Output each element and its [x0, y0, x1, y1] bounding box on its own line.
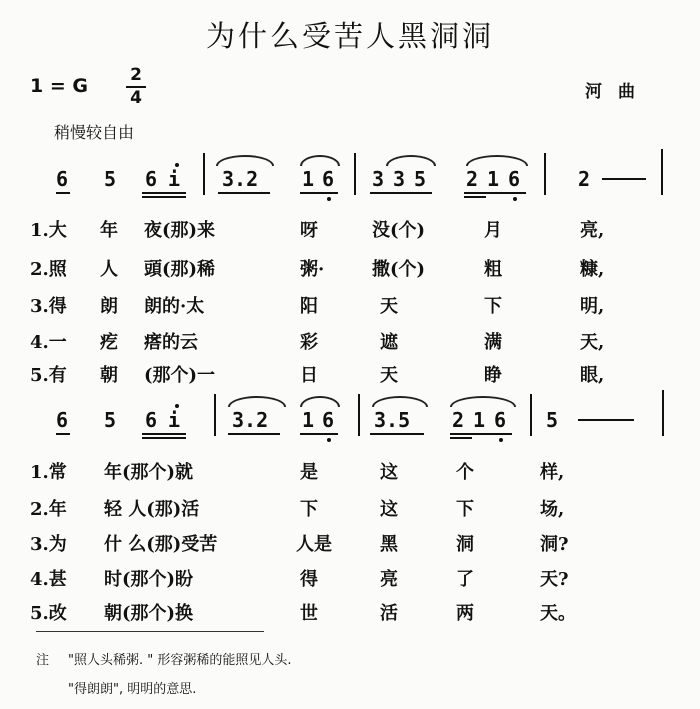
- note: i: [168, 167, 181, 191]
- note: 1: [302, 408, 315, 432]
- lyric: 两: [456, 603, 474, 624]
- lyric: 日: [300, 365, 318, 386]
- lyric: 亮,: [580, 220, 605, 241]
- high-dot: [175, 163, 179, 167]
- underline: [450, 433, 512, 435]
- lyric: 人: [100, 259, 118, 280]
- underline: [142, 433, 186, 435]
- lyric: 朗的·太: [144, 296, 205, 317]
- lyric: 天。: [540, 603, 576, 624]
- song-origin: 河曲: [585, 82, 651, 102]
- underline: [142, 192, 186, 194]
- lyric-row: [0, 495, 700, 525]
- tempo-marking: 稍慢较自由: [54, 123, 135, 142]
- lyric: 个: [456, 462, 474, 483]
- low-dot: [513, 197, 517, 201]
- meter-bottom: 4: [130, 88, 142, 108]
- underline: [218, 192, 270, 194]
- time-signature: [126, 66, 146, 108]
- slur: [300, 155, 340, 166]
- lyric: 黑: [380, 534, 398, 555]
- lyric: 撒(个): [372, 259, 426, 280]
- lyric-row: [0, 599, 700, 629]
- lyric: 月: [484, 220, 502, 241]
- barline: [354, 153, 356, 195]
- slur: [450, 396, 516, 407]
- underline: [450, 437, 472, 439]
- lyric: 瘩的云: [144, 332, 198, 353]
- footnote-2: "得朗朗", 明明的意思.: [68, 682, 197, 697]
- lyric: 亮: [380, 569, 398, 590]
- sustain-dash: [578, 419, 634, 421]
- note: i: [168, 408, 181, 432]
- low-dot: [327, 197, 331, 201]
- lyric: 天,: [580, 332, 605, 353]
- meter-top: 2: [130, 65, 142, 85]
- lyric: 眼,: [580, 365, 605, 386]
- note: 5: [546, 408, 559, 432]
- notation-line-1: [0, 145, 700, 205]
- lyric: 朝(那个)换: [104, 603, 194, 624]
- note: 5: [104, 167, 117, 191]
- barline: [661, 149, 663, 195]
- lyric: 2.年: [30, 499, 67, 520]
- note: 5: [104, 408, 117, 432]
- low-dot: [327, 438, 331, 442]
- lyric: 年: [100, 220, 118, 241]
- underline: [464, 192, 526, 194]
- note: 2: [466, 167, 479, 191]
- lyric: 頭(那)稀: [144, 259, 216, 280]
- lyric: 天: [380, 365, 398, 386]
- low-dot: [499, 438, 503, 442]
- lyric: 洞: [456, 534, 474, 555]
- lyric: (那个)一: [144, 365, 216, 386]
- note: 5: [414, 167, 427, 191]
- underline: [300, 192, 338, 194]
- barline: [544, 153, 546, 195]
- lyric: 下: [300, 499, 318, 520]
- note: 6: [322, 167, 335, 191]
- song-title: 为什么受苦人黑洞洞: [205, 19, 494, 53]
- note: 6: [56, 167, 69, 191]
- footnote-1: "照人头稀粥. " 形容粥稀的能照见人头.: [68, 653, 292, 668]
- lyric: 下: [456, 499, 474, 520]
- lyric: 是: [300, 462, 318, 483]
- key-signature: 1 = G: [30, 75, 88, 97]
- lyric-row: [0, 292, 700, 322]
- lyric: 5.改: [30, 603, 67, 624]
- lyric: 下: [484, 296, 502, 317]
- note: 6: [56, 408, 69, 432]
- lyric: 1.大: [30, 220, 67, 241]
- lyric: 这: [380, 462, 398, 483]
- lyric: 什 么(那)受苦: [104, 534, 218, 555]
- note: 3: [393, 167, 406, 191]
- lyric: 2.照: [30, 259, 67, 280]
- lyric: 年(那个)就: [104, 462, 194, 483]
- underline: [370, 433, 424, 435]
- lyric: 满: [484, 332, 502, 353]
- note: 1: [487, 167, 500, 191]
- lyric: 得: [300, 569, 318, 590]
- lyric: 洞?: [540, 534, 569, 555]
- lyric: 呀: [300, 220, 318, 241]
- lyric: 天?: [540, 569, 569, 590]
- lyric-row: [0, 565, 700, 595]
- lyric: 粥·: [300, 259, 325, 280]
- lyric: 场,: [540, 499, 565, 520]
- note: 6: [145, 408, 158, 432]
- lyric: 没(个): [372, 220, 426, 241]
- lyric: 阳: [300, 296, 318, 317]
- footnote-label: 注: [36, 653, 50, 668]
- footnote-divider: [36, 631, 264, 632]
- lyric: 疙: [100, 332, 118, 353]
- lyric: 彩: [300, 332, 318, 353]
- note: 3.5: [374, 408, 411, 432]
- slur: [372, 396, 428, 407]
- lyric-row: [0, 255, 700, 285]
- barline: [203, 153, 205, 195]
- note: 1: [473, 408, 486, 432]
- slur: [466, 155, 528, 166]
- note: 6: [145, 167, 158, 191]
- lyric: 1.常: [30, 462, 67, 483]
- note: 6: [508, 167, 521, 191]
- lyric: 人是: [296, 534, 332, 555]
- note: 6: [494, 408, 507, 432]
- lyric: 样,: [540, 462, 565, 483]
- lyric-row: [0, 216, 700, 246]
- barline: [662, 390, 664, 436]
- note: 3: [372, 167, 385, 191]
- sustain-dash: [602, 178, 646, 180]
- barline: [530, 394, 532, 436]
- underline: [228, 433, 280, 435]
- underline: [56, 192, 70, 194]
- lyric-row: [0, 458, 700, 488]
- slur: [300, 396, 340, 407]
- lyric: 朝: [100, 365, 118, 386]
- lyric: 4.一: [30, 332, 67, 353]
- slur: [386, 155, 436, 166]
- note: 3.2: [222, 167, 259, 191]
- lyric: 明,: [580, 296, 605, 317]
- lyric: 时(那个)盼: [104, 569, 194, 590]
- barline: [358, 394, 360, 436]
- lyric-row: [0, 530, 700, 560]
- underline: [370, 192, 432, 194]
- lyric: 了: [456, 569, 474, 590]
- note: 2: [452, 408, 465, 432]
- note: 6: [322, 408, 335, 432]
- lyric: 3.为: [30, 534, 67, 555]
- lyric: 睁: [484, 365, 502, 386]
- underline: [464, 196, 486, 198]
- lyric: 世: [300, 603, 318, 624]
- lyric: 这: [380, 499, 398, 520]
- slur: [228, 396, 286, 407]
- lyric: 朗: [100, 296, 118, 317]
- barline: [214, 394, 216, 436]
- lyric: 5.有: [30, 365, 67, 386]
- lyric: 轻 人(那)活: [104, 499, 200, 520]
- lyric: 活: [380, 603, 398, 624]
- lyric: 糠,: [580, 259, 605, 280]
- slur: [216, 155, 274, 166]
- underline: [300, 433, 338, 435]
- lyric: 粗: [484, 259, 502, 280]
- lyric-row: [0, 328, 700, 358]
- lyric: 天: [380, 296, 398, 317]
- underline: [56, 433, 70, 435]
- lyric: 4.甚: [30, 569, 67, 590]
- lyric: 夜(那)来: [144, 220, 216, 241]
- note: 2: [578, 167, 591, 191]
- note: 1: [302, 167, 315, 191]
- notation-line-2: [0, 386, 700, 446]
- lyric: 3.得: [30, 296, 67, 317]
- high-dot: [175, 404, 179, 408]
- underline: [142, 437, 186, 439]
- lyric: 遮: [380, 332, 398, 353]
- underline: [142, 196, 186, 198]
- note: 3.2: [232, 408, 269, 432]
